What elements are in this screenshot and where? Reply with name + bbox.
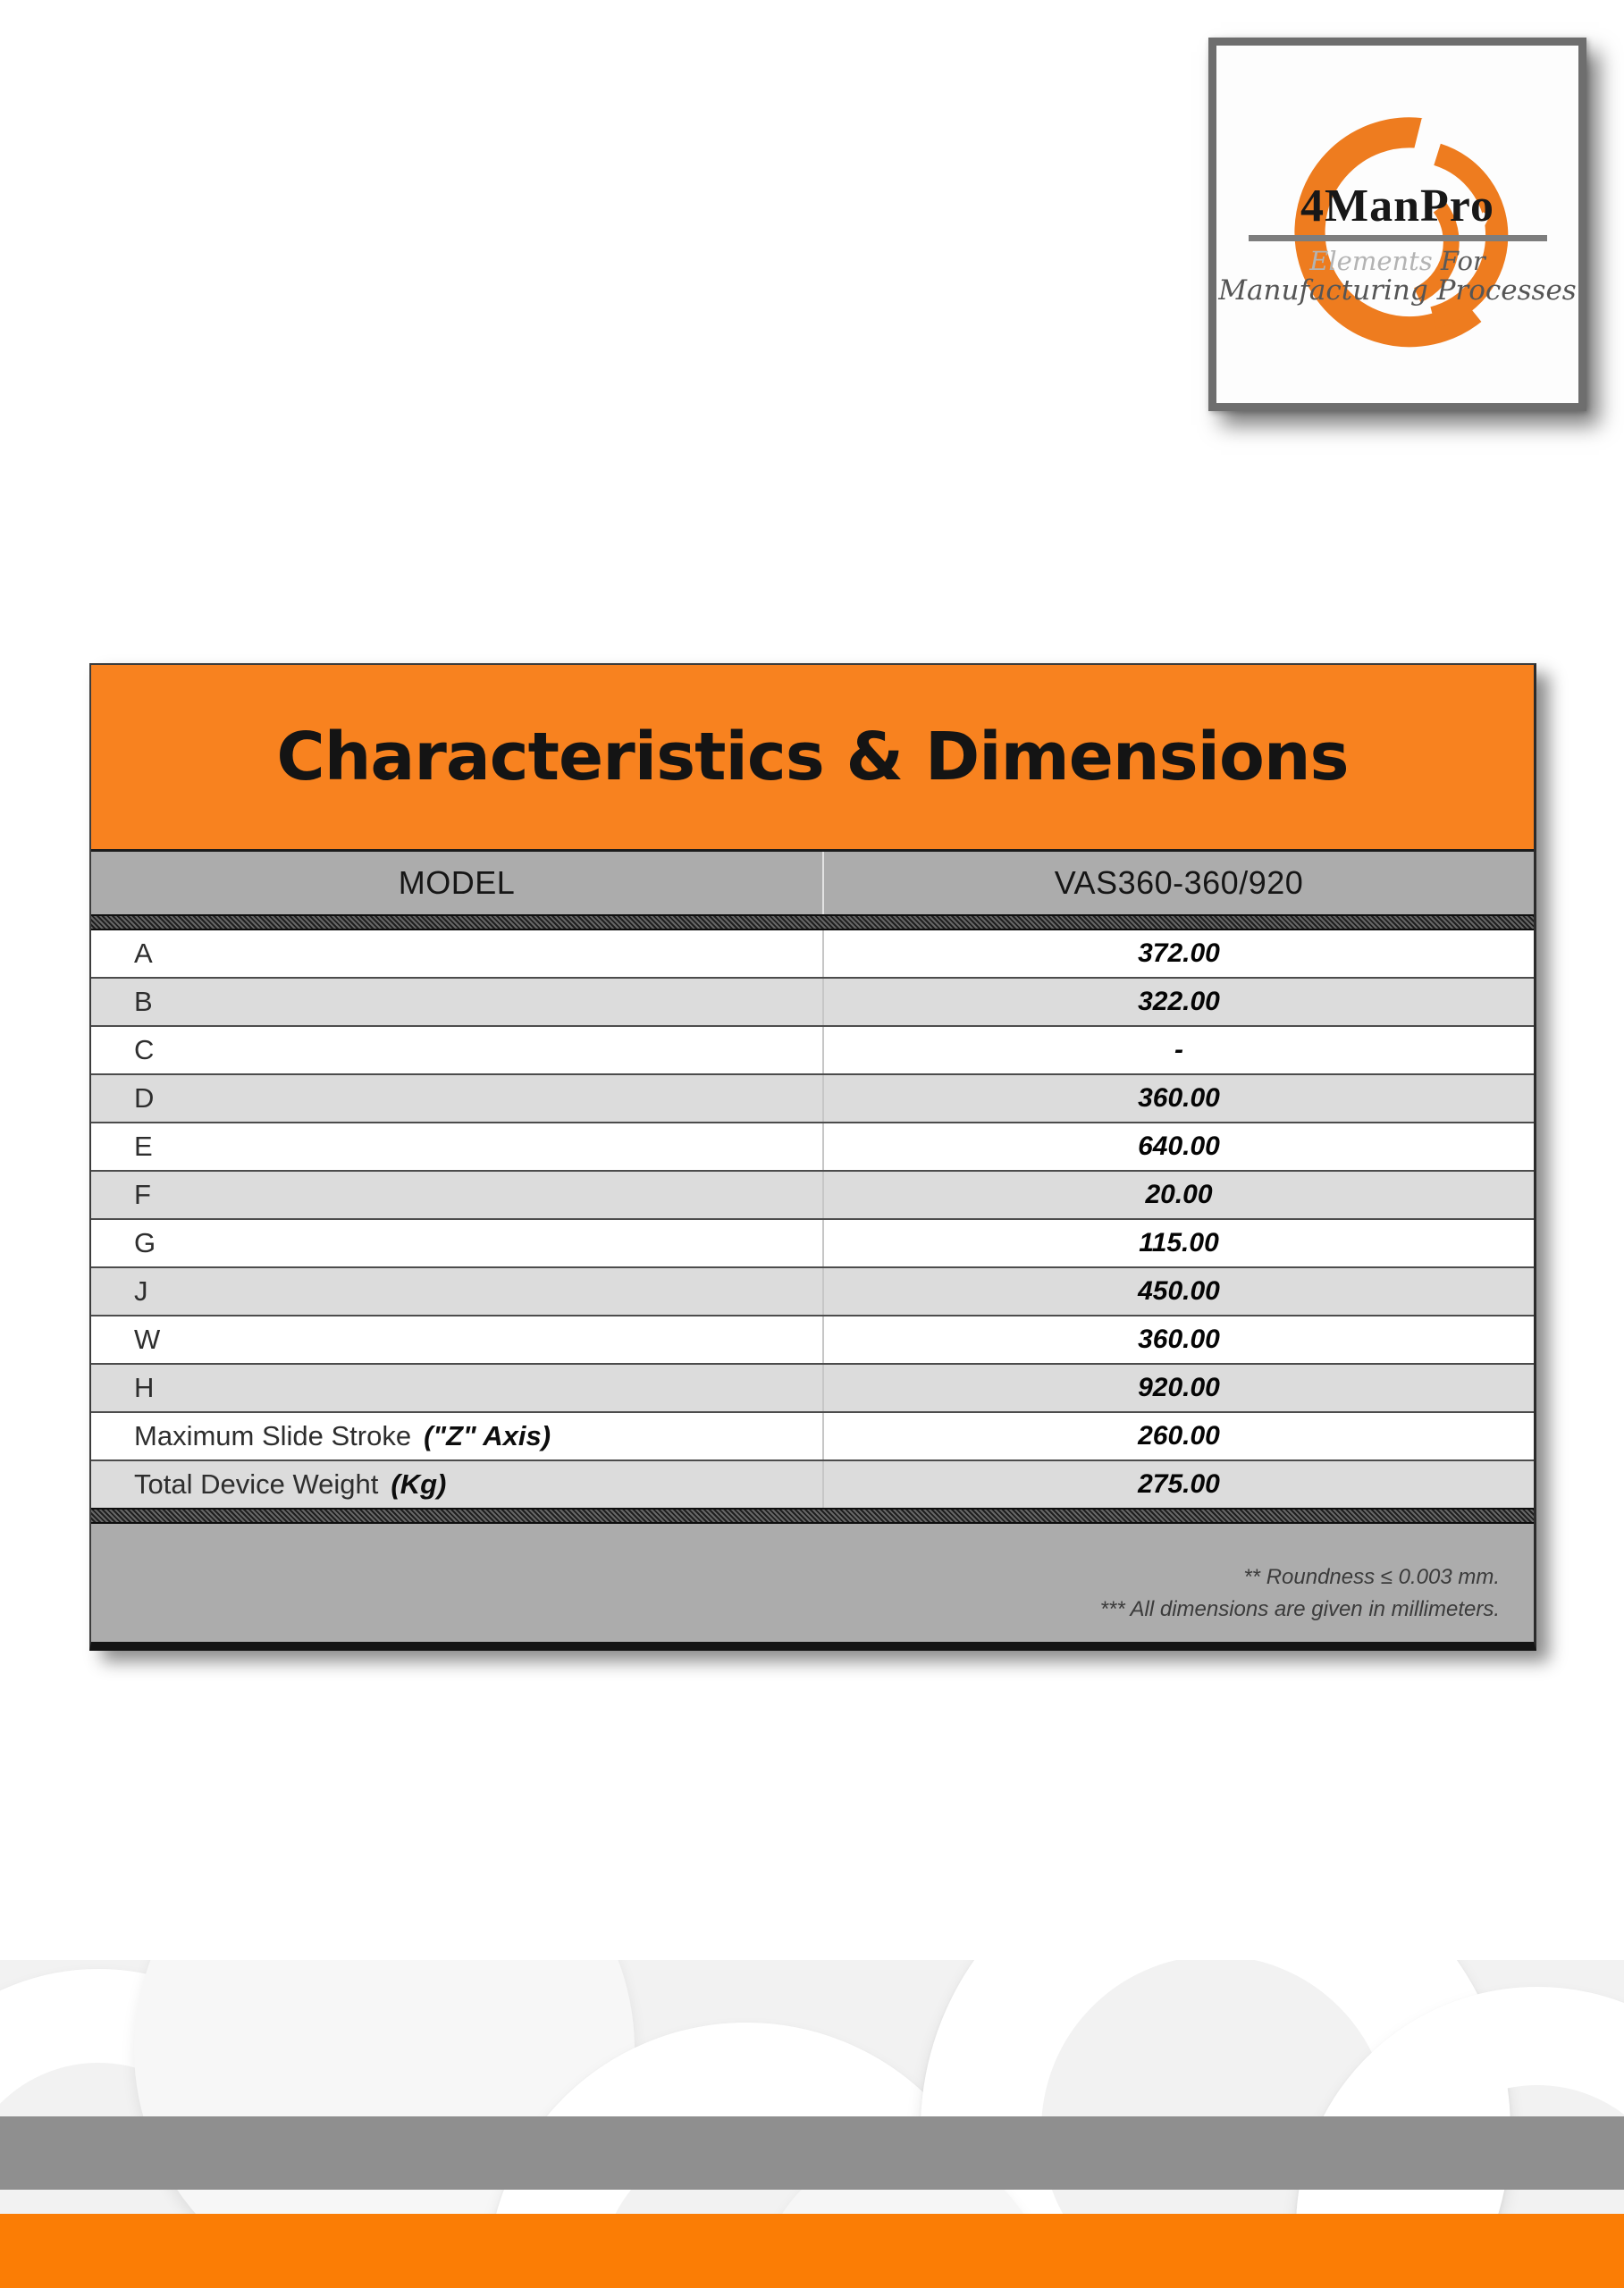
footnote-dimensions: *** All dimensions are given in millimeters.	[1099, 1597, 1500, 1621]
row-label: E	[91, 1123, 824, 1170]
row-value: -	[1174, 1035, 1183, 1064]
brand-logo-plaque	[1208, 38, 1586, 411]
row-label: H	[91, 1365, 824, 1411]
row-value: 920.00	[1138, 1373, 1220, 1402]
orange-footer-band	[0, 2214, 1624, 2288]
separator-band-bottom	[91, 1508, 1534, 1524]
characteristics-table	[89, 663, 1536, 1651]
row-label: W	[91, 1316, 824, 1363]
row-value: 360.00	[1138, 1325, 1220, 1354]
table-row	[91, 1266, 1534, 1315]
table-body	[91, 930, 1534, 1508]
footnote-roundness: ** Roundness ≤ 0.003 mm.	[1243, 1565, 1500, 1589]
row-label: A	[91, 930, 824, 977]
table-title: Characteristics & Dimensions	[276, 719, 1349, 795]
table-row	[91, 1170, 1534, 1218]
row-value: 450.00	[1138, 1276, 1220, 1306]
table-footnotes	[91, 1524, 1534, 1642]
row-label-suffix: (Kg)	[391, 1468, 447, 1500]
row-value: 260.00	[1138, 1421, 1220, 1451]
row-value: 115.00	[1139, 1228, 1219, 1258]
table-row	[91, 977, 1534, 1025]
row-value: 372.00	[1138, 938, 1220, 968]
brand-divider-rule	[1249, 235, 1547, 241]
table-row	[91, 1025, 1534, 1073]
table-row	[91, 1218, 1534, 1266]
row-label: D	[91, 1075, 824, 1122]
row-label: F	[91, 1172, 824, 1218]
row-label-text: Maximum Slide Stroke	[134, 1420, 412, 1451]
row-value: 20.00	[1145, 1180, 1213, 1209]
model-value-cell	[824, 852, 1534, 914]
model-label: MODEL	[398, 864, 516, 901]
row-value: 640.00	[1138, 1131, 1220, 1161]
brand-logo	[1216, 46, 1578, 403]
model-header-cell	[91, 852, 824, 914]
table-row	[91, 1411, 1534, 1459]
row-value: 322.00	[1138, 987, 1220, 1016]
tagline-elements: Elements	[1309, 246, 1441, 276]
row-value: 360.00	[1138, 1083, 1220, 1113]
gray-footer-band	[0, 2116, 1624, 2190]
row-value: 275.00	[1138, 1469, 1220, 1499]
brand-tagline-line2: Manufacturing Processes	[1218, 274, 1577, 307]
brand-name: 4ManPro	[1300, 181, 1494, 231]
model-value: VAS360-360/920	[1054, 864, 1304, 901]
table-row	[91, 1315, 1534, 1363]
row-label: C	[91, 1027, 824, 1073]
table-header-row	[91, 852, 1534, 914]
table-row	[91, 1122, 1534, 1170]
table-row	[91, 1363, 1534, 1411]
row-label-suffix: ("Z" Axis)	[424, 1420, 551, 1451]
table-row	[91, 1459, 1534, 1508]
separator-band-top	[91, 914, 1534, 930]
row-label-text: Total Device Weight	[134, 1468, 379, 1500]
table-row	[91, 930, 1534, 977]
table-row	[91, 1073, 1534, 1122]
table-title-band	[91, 665, 1534, 852]
row-label: G	[91, 1220, 824, 1266]
row-label: J	[91, 1268, 824, 1315]
brand-tagline-line1	[1216, 246, 1578, 276]
tagline-for: For	[1440, 246, 1485, 276]
row-label	[91, 1413, 824, 1459]
row-label: B	[91, 979, 824, 1025]
row-label	[91, 1461, 824, 1508]
